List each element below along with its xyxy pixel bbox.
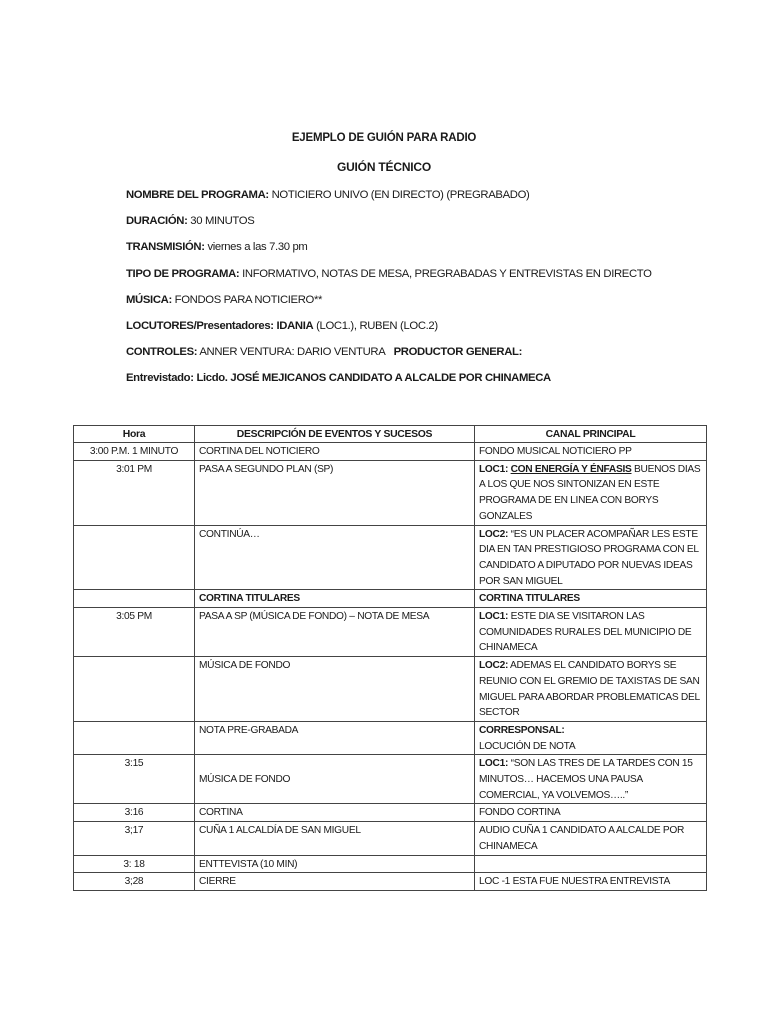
field-value: 30 MINUTOS xyxy=(190,215,255,228)
description-cell xyxy=(195,755,475,804)
speaker-label: LOC1: xyxy=(479,611,509,623)
description-cell: CONTINÚA… xyxy=(195,525,475,590)
duration-line xyxy=(126,212,728,238)
channel-cell: CORTINA TITULARES xyxy=(475,590,707,608)
field-value: INFORMATIVO, NOTAS DE MESA, PREGRABADAS Y ENTREVISTAS EN DIRECTO xyxy=(242,267,652,280)
hora-cell: 3: 18 xyxy=(74,855,195,873)
script-table xyxy=(73,425,707,891)
hora-cell: 3;17 xyxy=(74,822,195,855)
description-cell: MÚSICA DE FONDO xyxy=(195,657,475,722)
interviewee-line xyxy=(126,369,728,395)
program-name-line xyxy=(126,186,728,212)
table-header-row xyxy=(74,426,707,443)
field-label: DURACIÓN: xyxy=(126,215,188,228)
column-header-hora: Hora xyxy=(74,426,195,443)
delivery-note: CON ENERGÍA Y ÉNFASIS xyxy=(510,463,632,475)
field-label: MÚSICA: xyxy=(126,293,172,306)
hora-cell xyxy=(74,525,195,590)
field-label: TIPO DE PROGRAMA: xyxy=(126,267,240,280)
channel-text: “ES UN PLACER ACOMPAÑAR LES ESTE DIA EN TAN PRESTIGIOSO PROGRAMA CON EL CANDIDATO A DIPUTADO POR NUEVAS IDEAS POR SAN MIGUEL xyxy=(479,528,699,587)
description-cell: CORTINA DEL NOTICIERO xyxy=(195,443,475,461)
speaker-label: LOC2: xyxy=(479,660,509,672)
hora-cell: 3:16 xyxy=(74,804,195,822)
description-text: MÚSICA DE FONDO xyxy=(199,774,291,786)
announcer-1-name: IDANIA xyxy=(276,319,314,332)
channel-cell xyxy=(475,608,707,657)
announcer-1-role: (LOC1.), xyxy=(316,319,357,332)
field-value: ANNER VENTURA: DARIO VENTURA xyxy=(199,346,385,359)
field-label: CONTROLES: xyxy=(126,346,198,359)
field-label: TRANSMISIÓN: xyxy=(126,241,205,254)
channel-cell xyxy=(475,525,707,590)
speaker-label: LOC1: xyxy=(479,758,509,770)
hora-cell: 3:00 P.M. 1 MINUTO xyxy=(74,443,195,461)
description-cell: ENTTEVISTA (10 MIN) xyxy=(195,855,475,873)
speaker-label: LOC2: xyxy=(479,528,509,540)
channel-cell: FONDO CORTINA xyxy=(475,804,707,822)
controls-line xyxy=(126,343,728,369)
description-cell: CORTINA xyxy=(195,804,475,822)
channel-text: BUENOS DIAS A LOS QUE NOS SINTONIZAN EN ESTE PROGRAMA DE EN LINEA CON BORYS GONZALES xyxy=(479,463,701,522)
music-line xyxy=(126,291,728,317)
channel-cell xyxy=(475,855,707,873)
table-row xyxy=(74,590,707,608)
speaker-label: LOC1: xyxy=(479,463,509,475)
document-subtitle: GUIÓN TÉCNICO xyxy=(336,160,432,174)
announcers-line xyxy=(126,317,728,343)
producer-label: PRODUCTOR GENERAL: xyxy=(393,346,523,359)
table-row xyxy=(74,608,707,657)
channel-cell xyxy=(475,755,707,804)
table-row xyxy=(74,460,707,525)
transmission-line xyxy=(126,238,728,264)
description-cell: PASA A SEGUNDO PLAN (SP) xyxy=(195,460,475,525)
announcer-2-name: RUBEN xyxy=(359,319,398,332)
description-cell: CORTINA TITULARES xyxy=(195,590,475,608)
field-label: LOCUTORES/Presentadores: xyxy=(126,319,274,332)
table-row xyxy=(74,873,707,891)
hora-cell xyxy=(74,657,195,722)
channel-text: ADEMAS EL CANDIDATO BORYS SE REUNIO CON EL GREMIO DE TAXISTAS DE SAN MIGUEL PARA ABORDAR PROBLEMATICAS DEL SECTOR xyxy=(479,660,700,719)
channel-text: LOCUCIÓN DE NOTA xyxy=(479,740,576,752)
field-value: NOTICIERO UNIVO (EN DIRECTO) (PREGRABADO) xyxy=(271,189,530,201)
channel-cell: FONDO MUSICAL NOTICIERO PP xyxy=(475,443,707,461)
hora-cell: 3:01 PM xyxy=(74,460,195,525)
table-row xyxy=(74,855,707,873)
speaker-label: CORRESPONSAL: xyxy=(479,724,565,736)
field-value: FONDOS PARA NOTICIERO** xyxy=(174,293,323,306)
channel-cell xyxy=(475,721,707,754)
field-label: Entrevistado: xyxy=(126,372,194,385)
field-value: Licdo. JOSÉ MEJICANOS CANDIDATO A ALCALDE POR CHINAMECA xyxy=(196,372,551,385)
field-value: viernes a las 7.30 pm xyxy=(207,241,308,254)
table-row xyxy=(74,804,707,822)
program-info xyxy=(126,186,728,396)
channel-text: “SON LAS TRES DE LA TARDES CON 15 MINUTOS… HACEMOS UNA PAUSA COMERCIAL, YA VOLVEMOS…..” xyxy=(479,758,693,801)
program-type-line xyxy=(126,265,728,291)
document-title: EJEMPLO DE GUIÓN PARA RADIO xyxy=(291,132,477,144)
channel-cell xyxy=(475,460,707,525)
table-row xyxy=(74,443,707,461)
table-row xyxy=(74,755,707,804)
description-cell: PASA A SP (MÚSICA DE FONDO) – NOTA DE MESA xyxy=(195,608,475,657)
channel-cell xyxy=(475,657,707,722)
hora-cell: 3;28 xyxy=(74,873,195,891)
channel-cell: AUDIO CUÑA 1 CANDIDATO A ALCALDE POR CHINAMECA xyxy=(475,822,707,855)
hora-cell: 3:05 PM xyxy=(74,608,195,657)
hora-cell xyxy=(74,590,195,608)
column-header-canal: CANAL PRINCIPAL xyxy=(475,426,707,443)
announcer-2-role: (LOC.2) xyxy=(400,319,438,332)
description-cell: CIERRE xyxy=(195,873,475,891)
channel-text: ESTE DIA SE VISITARON LAS COMUNIDADES RURALES DEL MUNICIPIO DE CHINAMECA xyxy=(479,611,692,654)
hora-cell: 3:15 xyxy=(74,755,195,804)
description-cell: NOTA PRE-GRABADA xyxy=(195,721,475,754)
hora-cell xyxy=(74,721,195,754)
table-row xyxy=(74,657,707,722)
table-row xyxy=(74,822,707,855)
column-header-descripcion: DESCRIPCIÓN DE EVENTOS Y SUCESOS xyxy=(195,426,475,443)
description-cell: CUÑA 1 ALCALDÍA DE SAN MIGUEL xyxy=(195,822,475,855)
table-row xyxy=(74,525,707,590)
channel-cell: LOC -1 ESTA FUE NUESTRA ENTREVISTA xyxy=(475,873,707,891)
table-row xyxy=(74,721,707,754)
field-label: NOMBRE DEL PROGRAMA: xyxy=(126,189,269,201)
